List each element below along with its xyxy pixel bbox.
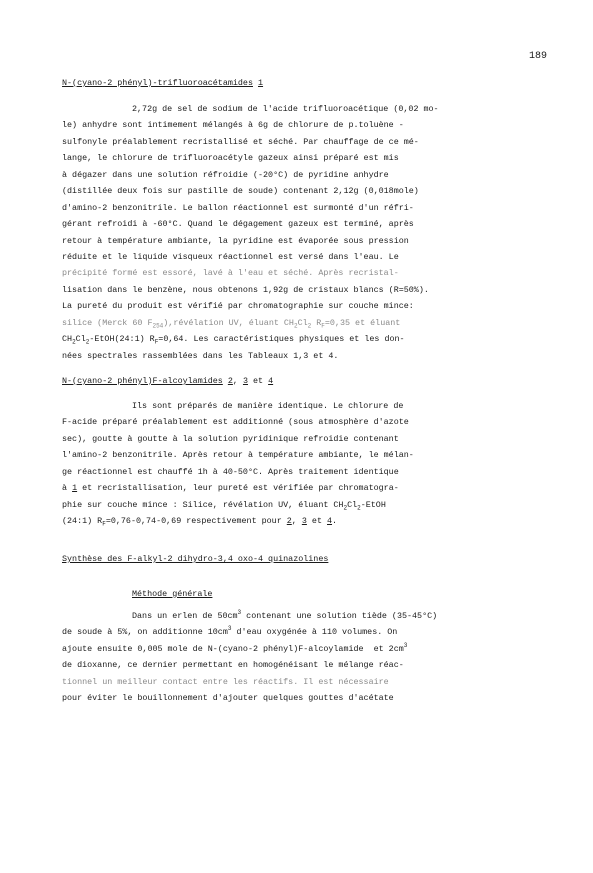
paragraph-line: précipité formé est essoré, lavé à l'eau et séché. Après recristal- bbox=[62, 268, 399, 279]
separator: , bbox=[232, 376, 243, 386]
paragraph-line: (distillée deux fois sur pastille de soude) contenant 2,12g (0,018mole) bbox=[62, 186, 419, 197]
section-1-body bbox=[62, 101, 542, 364]
section-1-title-number: 1 bbox=[258, 78, 264, 88]
section-2-heading bbox=[62, 373, 542, 389]
paragraph-line-tlc-silica: silice (Merck 60 $F_{254}),révélation$ UV, éluant $CH_2Cl_2$ $R_F=0,35$ et éluant bbox=[62, 317, 401, 330]
section-1 bbox=[62, 75, 542, 91]
section-2-title: N-(cyano-2 phényl)F-alcoylamides bbox=[62, 376, 223, 386]
section-1-title: N-(cyano-2 phényl)-trifluoroacétamides bbox=[62, 78, 253, 88]
section-1-heading bbox=[62, 75, 542, 91]
page-number: 189 bbox=[529, 51, 548, 62]
paragraph-line: ge réactionnel est chauffé 1h à 40-50°C. Après traitement identique bbox=[62, 466, 399, 477]
paragraph-line: F-acide préparé préalablement est additionné (sous atmosphère d'azote bbox=[62, 417, 409, 428]
section-3-heading bbox=[62, 551, 542, 567]
paragraph-line: lange, le chlorure de trifluoroacétyle gazeux ainsi préparé est mis bbox=[62, 153, 399, 164]
paragraph-line: à 1 et recristallisation, leur pureté est vérifiée par chromatogra- bbox=[62, 483, 399, 494]
paragraph-line: phie sur couche mince : Silice, révélation UV, éluant $CH_2Cl_2$-EtOH bbox=[62, 499, 386, 512]
paragraph-line: Ils sont préparés de manière identique. Le chlorure de bbox=[132, 401, 404, 411]
paragraph-line: (24:1) $R_F=0,76-0,74-0,69$ respectivement pour 2, 3 et 4. bbox=[62, 516, 338, 528]
paragraph-line: ajoute ensuite 0,005 mole de N-(cyano-2 phényl)F-alcoylamide et $2cm^3$ bbox=[62, 642, 408, 654]
paragraph-line: gérant refroidi à -60°C. Quand le dégagement gazeux est terminé, après bbox=[62, 219, 414, 230]
paragraph-line: lisation dans le benzène, nous obtenons 1,92g de cristaux blancs (R=50%). bbox=[62, 284, 429, 295]
paragraph-line: réduite et le liquide visqueux réactionnel est versé dans l'eau. Le bbox=[62, 251, 399, 262]
compound-ref: 3 bbox=[242, 376, 248, 386]
separator: et bbox=[247, 376, 269, 386]
paragraph-line: de dioxanne, ce dernier permettant en homogénéisant le mélange réac- bbox=[62, 660, 404, 671]
paragraph-line: retour à température ambiante, la pyridine est évaporée sous pression bbox=[62, 235, 409, 246]
compound-ref: 2 bbox=[227, 376, 233, 386]
method-title: Méthode générale bbox=[132, 589, 213, 599]
section-2-body bbox=[62, 398, 542, 530]
paragraph-line: 2,72g de sel de sodium de l'acide trifluoroacétique (0,02 mo- bbox=[132, 104, 439, 114]
paragraph-line: l'amino-2 benzonitrile. Après retour à température ambiante, le mélan- bbox=[62, 450, 414, 461]
section-3-subheading bbox=[62, 586, 542, 602]
paragraph-line-tlc-eluant: $CH_2Cl_2-EtOH(24:1)$ $R_F=0,64$. Les caractéristiques physiques et les don- bbox=[62, 334, 405, 346]
compound-ref: 4 bbox=[268, 376, 274, 386]
paragraph-line: La pureté du produit est vérifié par chromatographie sur couche mince: bbox=[62, 301, 414, 312]
paragraph-line: tionnel un meilleur contact entre les réactifs. Il est nécessaire bbox=[62, 676, 389, 687]
paragraph-line: Dans un erlen de $50cm^3$ contenant une solution tiède (35-45°C) bbox=[132, 609, 438, 621]
paragraph-line: le) anhydre sont intimement mélangés à 6g de chlorure de p.toluène - bbox=[62, 120, 404, 131]
paragraph-line: sulfonyle préalablement recristallisé et séché. Par chauffage de ce mé- bbox=[62, 136, 419, 147]
section-3-body bbox=[62, 608, 542, 707]
paragraph-line: d'amino-2 benzonitrile. Le ballon réactionnel est surmonté d'un réfri- bbox=[62, 202, 414, 213]
paragraph-line: de soude à 5%, on additionne $10cm^3$ d'eau oxygénée à 110 volumes. On bbox=[62, 625, 398, 638]
paragraph-line: sec), goutte à goutte à la solution pyridinique refroidie contenant bbox=[62, 433, 399, 444]
section-3-title: Synthèse des F-alkyl-2 dihydro-3,4 oxo-4 quinazolines bbox=[62, 554, 329, 564]
section-3 bbox=[62, 551, 542, 567]
paragraph-line: à dégazer dans une solution réfroidie (-20°C) de pyridine anhydre bbox=[62, 169, 389, 180]
paragraph-line: pour éviter le bouillonnement d'ajouter quelques gouttes d'acétate bbox=[62, 693, 394, 704]
paragraph-line: nées spectrales rassemblées dans les Tableaux 1,3 et 4. bbox=[62, 350, 339, 361]
section-2 bbox=[62, 373, 542, 389]
